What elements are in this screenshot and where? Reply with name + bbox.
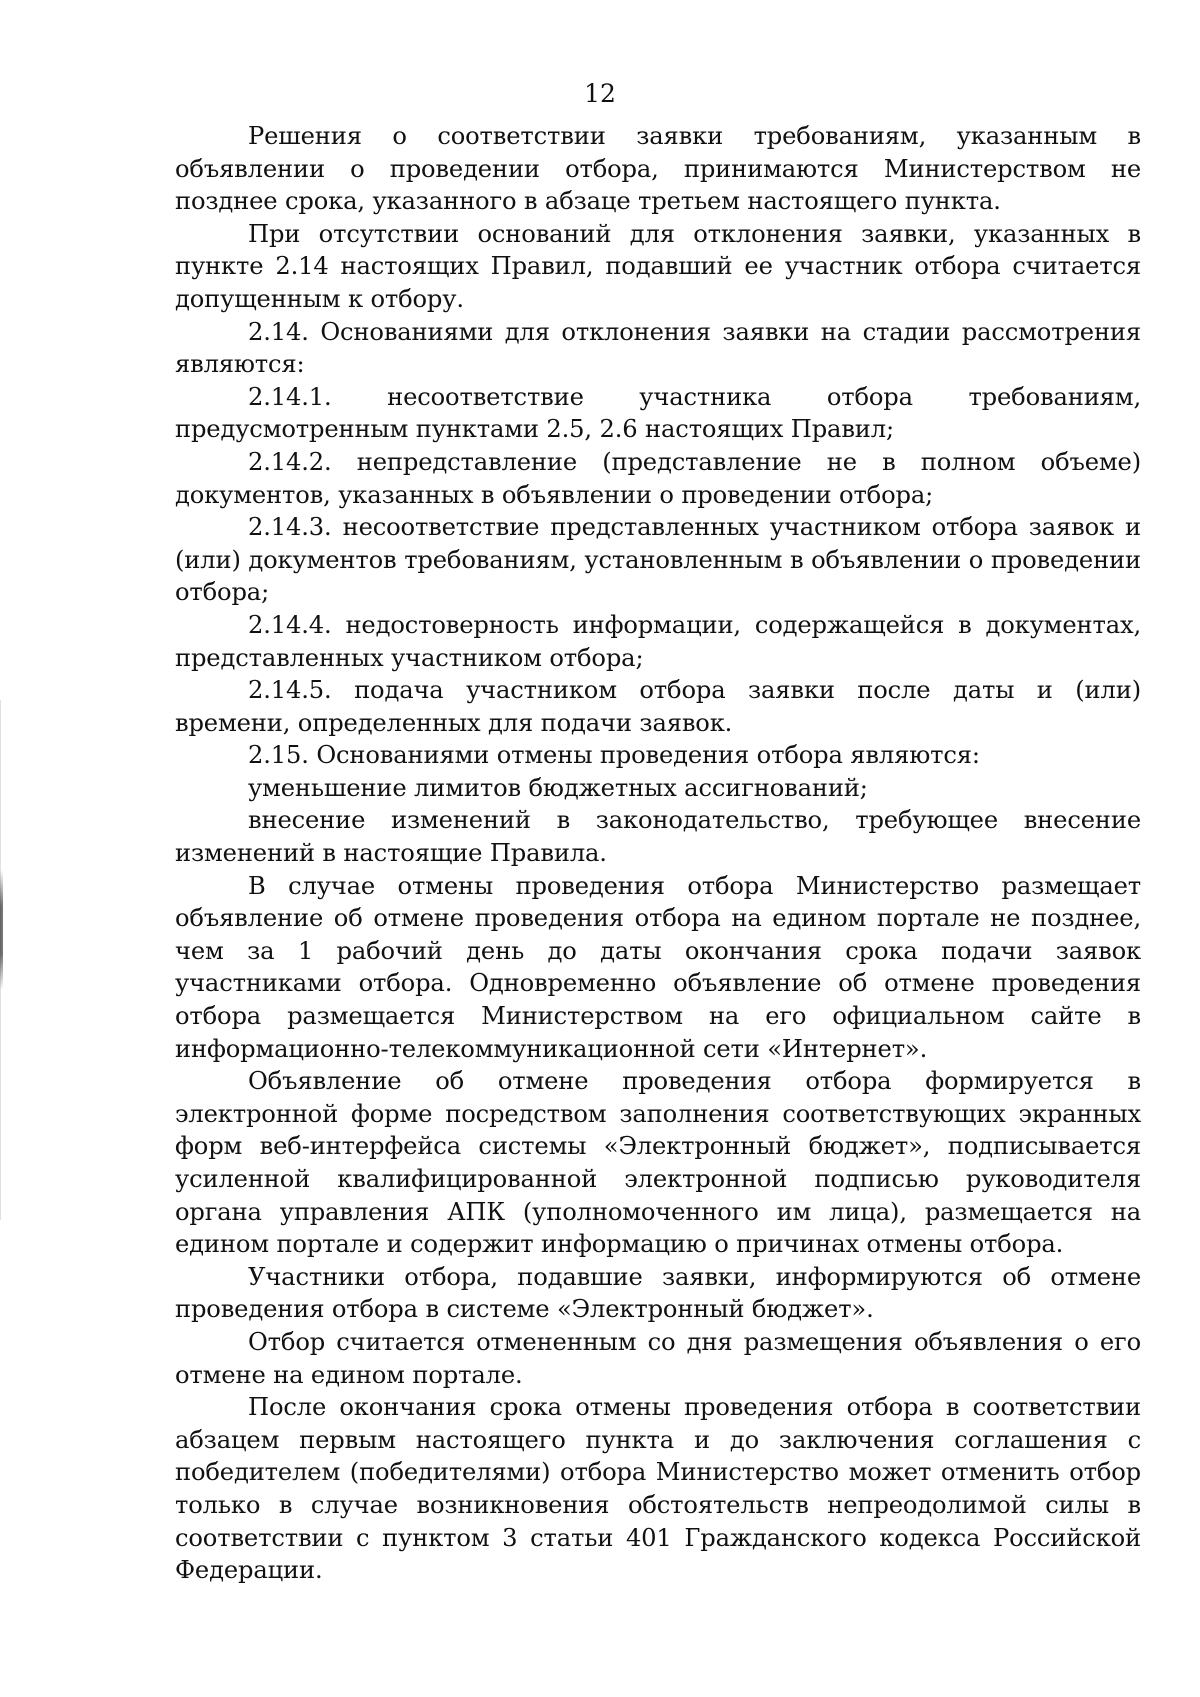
paragraph-participants-informed: Участники отбора, подавшие заявки, информируются об отмене проведения отбора в системе «Электронный бюджет». bbox=[175, 1262, 1141, 1324]
paragraph-cancellation-notice: В случае отмены проведения отбора Министерство размещает объявление об отмене проведения отбора на едином портале не позднее, чем за 1 рабочий день до даты окончания срока подачи заявок участниками отбора. Одновременно объявление об отмене проведения отбора размещается Министерством на его официальном сайте в информационно-телекоммуникационной сети «Интернет». bbox=[175, 871, 1141, 1063]
paragraph-force-majeure: После окончания срока отмены проведения отбора в соответствии абзацем первым настоящего пункта и до заключения соглашения с победителем (победителями) отбора Министерство может отменить отбор только в случае возникновения обстоятельств непреодолимой силы в соответствии с пунктом 3 статьи 401 Гражданского кодекса Российской Федерации. bbox=[175, 1393, 1141, 1585]
paragraph-electronic-form: Объявление об отмене проведения отбора формируется в электронной форме посредством заполнения соответствующих экранных форм веб-интерфейса системы «Электронный бюджет», подписывается усиленной квалифицированной электронной подписью руководителя органа управления АПК (уполномоченного им лица), размещается на едином портале и содержит информацию о причинах отмены отбора. bbox=[175, 1067, 1141, 1259]
paragraph-2-14-3: 2.14.3. несоответствие представленных участником отбора заявок и (или) документов требованиям, установленным в объявлении о проведении отбора; bbox=[175, 513, 1141, 607]
paragraph-admission: При отсутствии оснований для отклонения заявки, указанных в пункте 2.14 настоящих Правил, подавший ее участник отбора считается допущенным к отбору. bbox=[175, 219, 1141, 313]
paragraph-cancelled-date: Отбор считается отмененным со дня размещения объявления о его отмене на едином портале. bbox=[175, 1327, 1141, 1389]
paragraph-2-15: 2.15. Основаниями отмены проведения отбора являются: bbox=[248, 741, 980, 770]
paragraph-2-14-2: 2.14.2. непредставление (представление не в полном объеме) документов, указанных в объявлении о проведении отбора; bbox=[175, 447, 1141, 509]
paragraph-legislation-changes: внесение изменений в законодательство, требующее внесение изменений в настоящие Правила. bbox=[175, 806, 1141, 868]
scan-edge-mark bbox=[0, 870, 3, 990]
paragraph-2-14: 2.14. Основаниями для отклонения заявки на стадии рассмотрения являются: bbox=[175, 317, 1141, 379]
paragraph-2-14-5: 2.14.5. подача участником отбора заявки после даты и (или) времени, определенных для подачи заявок. bbox=[175, 676, 1141, 737]
page-number: 12 bbox=[584, 79, 616, 108]
paragraph-2-14-4: 2.14.4. недостоверность информации, содержащейся в документах, представленных участником отбора; bbox=[175, 610, 1141, 672]
paragraph-decision-compliance: Решения о соответствии заявки требованиям, указанным в объявлении о проведении отбора, принимаются Министерством не позднее срока, указанного в абзаце третьем настоящего пункта. bbox=[175, 122, 1141, 216]
paragraph-2-14-1: 2.14.1. несоответствие участника отбора требованиям, предусмотренным пунктами 2.5, 2.6 настоящих Правил; bbox=[175, 382, 1141, 444]
paragraph-budget-limits: уменьшение лимитов бюджетных ассигнований; bbox=[248, 773, 868, 802]
document-body bbox=[175, 120, 1141, 1587]
